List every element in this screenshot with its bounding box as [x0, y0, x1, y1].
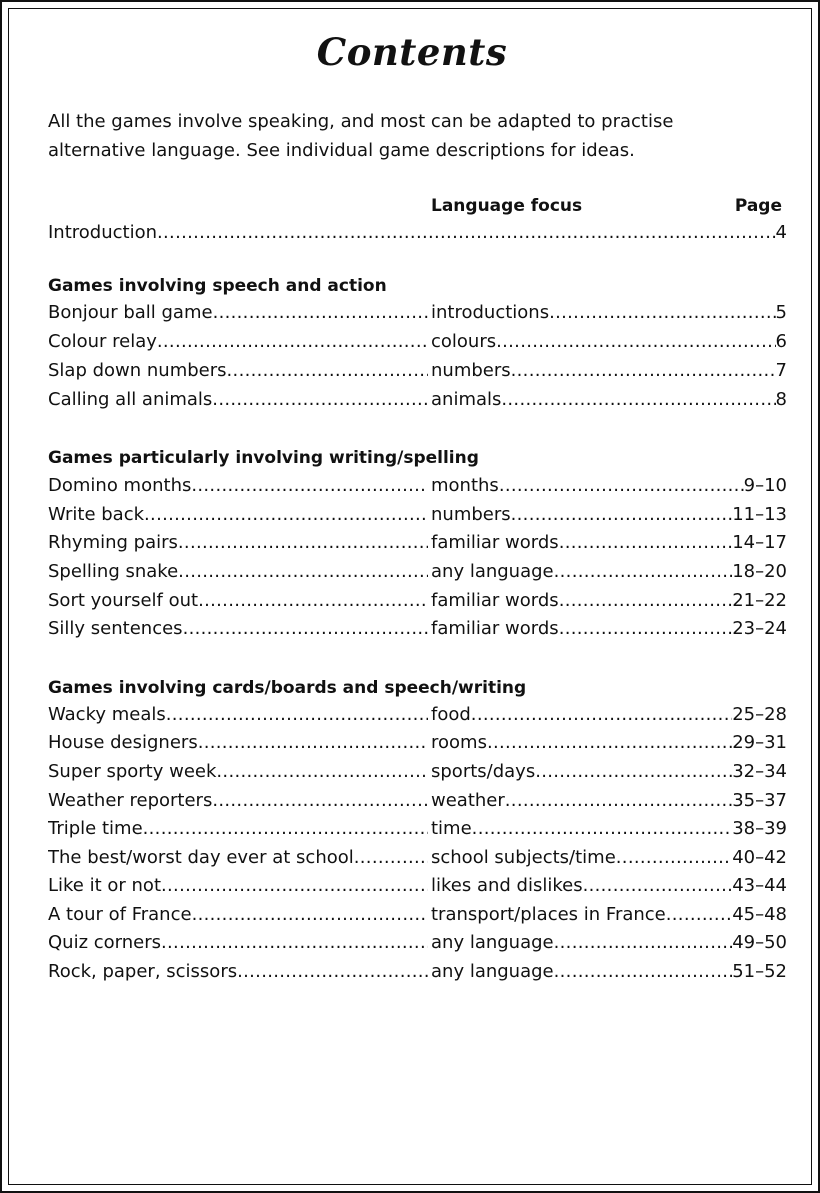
- dot-leader: [144, 504, 428, 525]
- entry-page: 6: [775, 331, 787, 352]
- language-focus-header: Language focus: [431, 196, 583, 216]
- entry-focus: rooms: [431, 732, 487, 753]
- dot-leader: [501, 389, 775, 410]
- entry-title: Domino months: [48, 475, 192, 496]
- toc-entry[interactable]: [48, 818, 787, 847]
- entry-focus: colours: [431, 331, 497, 352]
- entry-page: 21–22: [732, 590, 787, 611]
- entry-title: Calling all animals: [48, 389, 213, 410]
- entry-title: Sort yourself out: [48, 590, 199, 611]
- entry-focus: familiar words: [431, 618, 559, 639]
- toc-entry[interactable]: [48, 389, 787, 418]
- toc-entry[interactable]: [48, 732, 787, 761]
- entry-title: A tour of France: [48, 904, 192, 925]
- dot-leader: [554, 961, 733, 982]
- entry-title: Rock, paper, scissors: [48, 961, 238, 982]
- dot-leader: [354, 847, 428, 868]
- dot-leader: [191, 475, 428, 496]
- entry-title: Quiz corners: [48, 932, 162, 953]
- entry-page: 29–31: [732, 732, 787, 753]
- dot-leader: [192, 904, 428, 925]
- entry-title: Colour relay: [48, 331, 157, 352]
- entry-focus: numbers: [431, 504, 511, 525]
- toc-entry[interactable]: [48, 761, 787, 790]
- entry-focus: likes and dislikes: [431, 875, 583, 896]
- dot-leader: [161, 932, 428, 953]
- dot-leader: [554, 561, 733, 582]
- entry-page: 43–44: [732, 875, 787, 896]
- entry-focus: numbers: [431, 360, 511, 381]
- entry-page: 11–13: [732, 504, 787, 525]
- entry-title: Silly sentences: [48, 618, 183, 639]
- dot-leader: [511, 504, 733, 525]
- entry-focus: introductions: [431, 302, 550, 323]
- toc-entry[interactable]: [48, 618, 787, 647]
- dot-leader: [212, 389, 428, 410]
- toc-entry-introduction[interactable]: [48, 222, 787, 251]
- dot-leader: [616, 847, 732, 868]
- toc-entry[interactable]: [48, 590, 787, 619]
- intro-text: [48, 107, 768, 165]
- dot-leader: [505, 790, 732, 811]
- dot-leader: [559, 590, 733, 611]
- entry-title: Spelling snake: [48, 561, 179, 582]
- toc-entry[interactable]: [48, 704, 787, 733]
- toc-entry[interactable]: [48, 961, 787, 990]
- entry-page: 35–37: [732, 790, 787, 811]
- entry-focus: weather: [431, 790, 505, 811]
- dot-leader: [554, 932, 733, 953]
- entry-focus: animals: [431, 389, 502, 410]
- entry-focus: months: [431, 475, 499, 496]
- toc-entry[interactable]: [48, 875, 787, 904]
- entry-page: 4: [775, 222, 787, 243]
- page-header: Page: [734, 196, 782, 216]
- entry-title: Write back: [48, 504, 145, 525]
- dot-leader: [535, 761, 732, 782]
- dot-leader: [157, 331, 428, 352]
- dot-leader: [559, 618, 733, 639]
- entry-page: 51–52: [732, 961, 787, 982]
- dot-leader: [178, 561, 428, 582]
- entry-focus: familiar words: [431, 532, 559, 553]
- toc-entry[interactable]: [48, 790, 787, 819]
- dot-leader: [471, 704, 732, 725]
- dot-leader: [666, 904, 732, 925]
- entry-title: Weather reporters: [48, 790, 213, 811]
- entry-focus: transport/places in France: [431, 904, 666, 925]
- entry-page: 14–17: [732, 532, 787, 553]
- dot-leader: [227, 360, 428, 381]
- dot-leader: [161, 875, 428, 896]
- entry-focus: any language: [431, 561, 554, 582]
- entry-title: House designers: [48, 732, 198, 753]
- toc-entry[interactable]: [48, 532, 787, 561]
- entry-focus: any language: [431, 961, 554, 982]
- entry-page: 38–39: [732, 818, 787, 839]
- dot-leader: [183, 618, 428, 639]
- dot-leader: [166, 704, 428, 725]
- dot-leader: [212, 790, 428, 811]
- entry-page: 5: [775, 302, 787, 323]
- dot-leader: [178, 532, 428, 553]
- dot-leader: [583, 875, 733, 896]
- toc-entry[interactable]: [48, 302, 787, 331]
- entry-focus: food: [431, 704, 471, 725]
- page-title: Contents: [316, 30, 508, 74]
- entry-focus: any language: [431, 932, 554, 953]
- entry-page: 18–20: [732, 561, 787, 582]
- dot-leader: [487, 732, 732, 753]
- entry-page: 45–48: [732, 904, 787, 925]
- toc-entry[interactable]: [48, 331, 787, 360]
- entry-focus: school subjects/time: [431, 847, 616, 868]
- dot-leader: [198, 732, 428, 753]
- dot-leader: [559, 532, 733, 553]
- dot-leader: [216, 761, 428, 782]
- entry-title: Introduction: [48, 222, 158, 243]
- entry-page: 9–10: [743, 475, 787, 496]
- intro-line-1: All the games involve speaking, and most can be adapted to practise: [48, 111, 674, 132]
- section-heading: Games involving speech and action: [48, 276, 387, 296]
- entry-title: The best/worst day ever at school: [48, 847, 354, 868]
- dot-leader: [496, 331, 775, 352]
- toc-entry[interactable]: [48, 504, 787, 533]
- entry-title: Slap down numbers: [48, 360, 227, 381]
- dot-leader: [143, 818, 428, 839]
- toc-entry[interactable]: [48, 475, 787, 504]
- entry-page: 49–50: [732, 932, 787, 953]
- dot-leader: [213, 302, 428, 323]
- entry-page: 32–34: [732, 761, 787, 782]
- entry-page: 40–42: [732, 847, 787, 868]
- entry-focus: time: [431, 818, 472, 839]
- toc-entry[interactable]: [48, 932, 787, 961]
- entry-page: 23–24: [732, 618, 787, 639]
- dot-leader: [237, 961, 428, 982]
- entry-focus: familiar words: [431, 590, 559, 611]
- entry-title: Rhyming pairs: [48, 532, 178, 553]
- entry-focus: sports/days: [431, 761, 536, 782]
- entry-title: Like it or not: [48, 875, 162, 896]
- toc-entry[interactable]: [48, 904, 787, 933]
- section-heading: Games particularly involving writing/spelling: [48, 448, 479, 468]
- section-heading: Games involving cards/boards and speech/writing: [48, 678, 527, 698]
- entry-page: 25–28: [732, 704, 787, 725]
- intro-line-2: alternative language. See individual game descriptions for ideas.: [48, 140, 635, 161]
- dot-leader: [511, 360, 776, 381]
- toc-entry[interactable]: [48, 360, 787, 389]
- entry-page: 8: [775, 389, 787, 410]
- dot-leader: [472, 818, 733, 839]
- dot-leader: [198, 590, 428, 611]
- entry-title: Bonjour ball game: [48, 302, 213, 323]
- entry-title: Wacky meals: [48, 704, 166, 725]
- entry-page: 7: [775, 360, 787, 381]
- dot-leader: [499, 475, 744, 496]
- toc-entry[interactable]: [48, 847, 787, 876]
- toc-entry[interactable]: [48, 561, 787, 590]
- entry-title: Super sporty week: [48, 761, 217, 782]
- entry-title: Triple time: [48, 818, 143, 839]
- dot-leader: [549, 302, 775, 323]
- dot-leader: [157, 222, 776, 243]
